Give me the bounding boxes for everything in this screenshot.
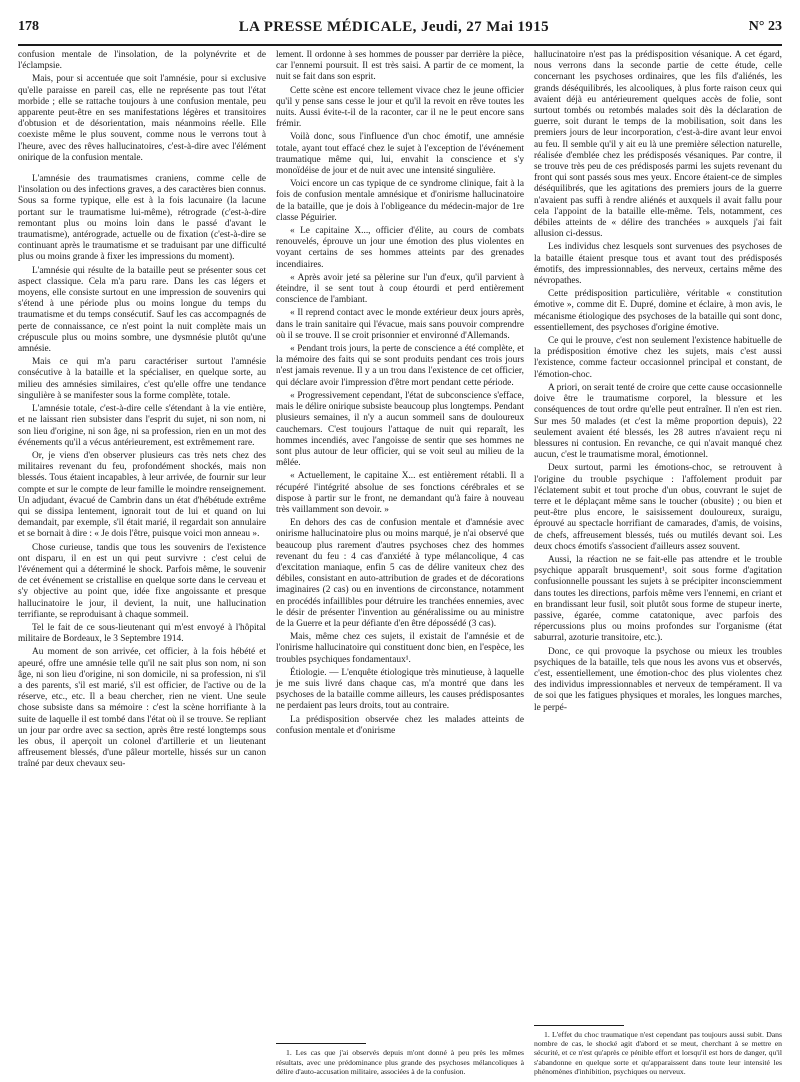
- issue-number: N° 23: [748, 19, 782, 34]
- paragraph: Chose curieuse, tandis que tous les souvenirs de l'existence ont disparu, il en est un qui peut survivre : c'est celui de l'événement qui a déterminé le shock. Parfois même, le souvenir de cet événement se cristallise en quelque sorte dans le cerveau et s'y objective au point que, idée fixe angoissante et presque hallucinatoire le jour, il devient, la nuit, une hallucination terrifiante, se reproduisant à chaque sommeil.: [18, 542, 266, 620]
- paragraph: Cette prédisposition particulière, véritable « constitution émotive », comme dit E. Dupré, domine et éclaire, à mon avis, le mécanisme étiologique des psychoses de la bataille qui sont donc, essentiellement, des psychoses d'origine émotive.: [534, 289, 782, 333]
- paragraph: Tel le fait de ce sous-lieutenant qui m'est envoyé à l'hôpital militaire de Bordeaux, le 3 Septembre 1914.: [18, 622, 266, 645]
- page-number: 178: [18, 19, 39, 34]
- paragraph: « Le capitaine X..., officier d'élite, au cours de combats renouvelés, éprouve un jour une émotion des plus violentes en voyant certains de ses hommes atteints par des grenades incendiaires.: [276, 226, 524, 270]
- paragraph: L'amnésie des traumatismes craniens, comme celle de l'insolation ou des infections graves, a des caractères bien connus. Sous sa forme typique, elle est à la fois lacunaire (la lacune portant sur le traumatisme lui-même), rétrograde (c'est-à-dire remontant plus ou moins loin dans le passé d'avant le traumatisme), antérograde, actuelle ou de fixation (c'est-à-dire se continuant après le traumatisme et se traduisant par une difficulté plus ou moins grande à fixer les impressions du moment).: [18, 174, 266, 263]
- paragraph: Ce qui le prouve, c'est non seulement l'existence habituelle de la prédisposition émotive chez les sujets, mais c'est aussi l'existence, comme facteur occasionnel principal et constant, de l'émotion-choc.: [534, 336, 782, 380]
- footnote-rule: [276, 1043, 366, 1044]
- paragraph: lement. Il ordonne à ses hommes de pousser par derrière la pièce, car l'ennemi poursuit. Il est très saisi. A partir de ce moment, la nuit se fait dans son esprit.: [276, 50, 524, 83]
- column-3: [534, 50, 782, 1076]
- paragraph: « Après avoir jeté sa pèlerine sur l'un d'eux, qu'il parvient à éteindre, il se sent tout à coup étourdi et perd entièrement conscience de l'ambiant.: [276, 272, 524, 306]
- paragraph: Voici encore un cas typique de ce syndrome clinique, fait à la fois de confusion mentale amnésique et d'onirisme hallucinatoire de la bataille, que je dois à l'obligeance du médecin-major de 1re classe Péguirier.: [276, 179, 524, 223]
- paragraph: L'amnésie totale, c'est-à-dire celle s'étendant à la vie entière, et ne laissant rien subsister dans l'esprit du sujet, ni son nom, ni son lieu d'origine, ni son âge, ni sa profession, rien en un mot des événements qu'il a vécus antérieurement, est extrêmement rare.: [18, 404, 266, 448]
- paragraph: La prédisposition observée chez les malades atteints de confusion mentale et d'onirisme: [276, 714, 524, 736]
- paragraph: Au moment de son arrivée, cet officier, à la fois hébété et apeuré, offre une amnésie telle qu'il ne sait plus son nom, ni son âge, ni son lieu d'origine, ni son domicile, ni sa profession, ni s'il a des parents, s'il est marié, s'il est officier, de l'active ou de la réserve, etc., etc. Il a beau chercher, rien ne vient. Une seule chose subsiste dans sa mémoire : c'est la scène horrifiante à la suite de laquelle il est tombé dans l'état où il se trouve. Se repliant un jour par ordre avec sa section, après être resté longtemps sous les obus, il aperçoit un colonel d'artillerie et un lieutenant affreusement blessés, d'une pâleur mortelle, hissés sur un canon traîné par deux chevaux seu-: [18, 647, 266, 770]
- paragraph: A priori, on serait tenté de croire que cette cause occasionnelle doive être le traumatisme corporel, la blessure et les conséquences de tout ordre qu'elle peut entraîner. Il n'en est rien. Sur mes 50 malades (et c'est la même proportion depuis), 22 seulement avaient été blessés, les 28 autres n'avaient reçu ni blessures ni contusion. En revanche, ce qui n'avait manqué chez aucun, c'est le traumatisme moral, émotionnel.: [534, 382, 782, 461]
- paragraph: Cette scène est encore tellement vivace chez le jeune officier qu'il y pense sans cesse le jour et qu'il la revoit en rêve toutes les nuits. Aussi évite-t-il de la raconter, car il ne le peut encore sans frémir.: [276, 85, 524, 130]
- paragraph: Or, je viens d'en observer plusieurs cas très nets chez des militaires revenant du feu, profondément shockés, mais non blessés. Tous étaient incapables, à leur arrivée, de fournir sur leur compte et sur le compte de leur famille le moindre renseignement. Un adjudant, évacué de Cambrin dans un état d'hébétude extrême qui se dissipa lentement, ignorait tout de lui et quand on lui demandait, par exemple, s'il était marié, il regardait son annulaire et se bornait à dire : « Je dois l'être, puisque voici mon anneau ».: [18, 450, 266, 540]
- paragraph: Aussi, la réaction ne se fait-elle pas attendre et le trouble psychique apparaît brusquement¹, soit sous forme d'agitation confusionnelle poussant les sujets à se précipiter inconsciemment dans toutes les directions, parfois même vers l'ennemi, en criant et en brandissant leur fusil, soit plutôt sous forme de stupeur inerte, passive, égarée, comme catatonique, avec parfois des répercussions plus ou moins profondes sur l'organisme (état saburral, azoturie transitoire, etc.).: [534, 554, 782, 644]
- footnote: 1. L'effet du choc traumatique n'est cependant pas toujours aussi subit. Dans nombre de cas, le shocké agit d'abord et se meut, cherchant à se mettre en sécurité, et ce n'est qu'après ce pénible effort et lorsqu'il est hors de danger, qu'il s'abandonne en quelque sorte et qu'apparaissent dans toute leur intensité les phénomènes d'inhibition, psychiques ou nerveux.: [534, 1029, 782, 1076]
- column-2: [276, 50, 524, 1076]
- column-1: [18, 50, 266, 1076]
- paragraph: « Pendant trois jours, la perte de conscience a été complète, et la mémoire des faits qui se sont produits pendant ces trois jours n'est jamais revenue. Il y a un trou dans l'existence de cet officier, qui déclare avoir l'impression d'être mort pendant cette période.: [276, 344, 524, 388]
- page-header: [18, 10, 782, 46]
- paragraph: Voilà donc, sous l'influence d'un choc émotif, une amnésie totale, ayant tout effacé chez le sujet à l'exception de l'événement traumatique même qui, lui, envahit la conscience et s'y monoïdéise de jour et de nuit avec une intensité singulière.: [276, 132, 524, 177]
- paragraph: hallucinatoire n'est pas la prédisposition vésanique. A cet égard, nous verrons dans la seconde partie de cette étude, celle concernant les psychoses ordinaires, que les fils d'aliénés, les grands déséquilibrés, les alcooliques, à plus forte raison ceux qui avaient déjà eu antérieurement quelques accès de folie, sont surtout tombés ou retombés malades soit dès la déclaration de guerre, soit durant le temps de la mobilisation, soit dans les premiers jours de leur incorporation, c'est-à-dire avant leur envoi au feu. Il semble qu'il y ait eu là une première sélection naturelle, réalisée d'emblée chez les prédisposés vésaniques. Par contre, il se trouve très peu de ces prédisposés parmi les sujets revenant du front qui sont passés sous mes yeux. Encore étaient-ce de simples déséquilibrés, que les agitations des premiers jours de la guerre n'avaient pas suffi à rendre aliénés et auxquels il avait fallu pour cela l'appoint de la bataille elle-même. Tels, notamment, ces débiles atteints de « délire des tranchées » auxquels j'ai fait allusion ci-dessus.: [534, 50, 782, 240]
- paragraph: Étiologie. — L'enquête étiologique très minutieuse, à laquelle je me suis livré dans chaque cas, m'a montré que dans les psychoses de la bataille comme ailleurs, les causes prédisposantes ne perdaient pas leurs droits, tout au contraire.: [276, 667, 524, 712]
- paragraph: Donc, ce qui provoque la psychose ou mieux les troubles psychiques de la bataille, tels que nous les avons vus et observés, c'est, essentiellement, une émotion-choc des plus violentes chez des individus impressionnables et nerveux de tempérament. Il va de soi que les fatigues physiques et morales, les longues marches, le perpé-: [534, 646, 782, 713]
- paragraph-spacer: [18, 164, 266, 174]
- paragraph: Mais, pour si accentuée que soit l'amnésie, pour si exclusive qu'elle paraisse en pareil cas, elle ne représente pas tout l'état morbide ; elle se rattache toujours à une confusion mentale, peu apparente peut-être en ses manifestations légères et transitoires d'obtusion et de désorientation, mais néanmoins réelle. Elle coexiste même le plus souvent, comme nous le verrons tout à l'heure, avec des rêves hallucinatoires, c'est-à-dire avec l'élément onirique de la confusion mentale.: [18, 74, 266, 163]
- paragraph: confusion mentale de l'insolation, de la polynévrite et de l'éclampsie.: [18, 50, 266, 72]
- paragraph: « Actuellement, le capitaine X... est entièrement rétabli. Il a récupéré l'intégrité absolue de ses fonctions cérébrales et se dispose à partir sur le front, ne demandant qu'à faire à nouveau très vaillamment son devoir. »: [276, 471, 524, 515]
- paragraph: L'amnésie qui résulte de la bataille peut se présenter sous cet aspect classique. Cela m'a paru rare. Dans les cas légers et moyens, elle consiste surtout en une impression de souvenirs qui s'étend à une période plus ou moins longue du temps du traumatisme et du temps consécutif. Sauf les cas accompagnés de perte de connaissance, ce n'est point la nuit complète mais un crépuscule plus ou moins sombre, une dysmnésie plutôt qu'une amnésie.: [18, 265, 266, 355]
- paragraph: Les individus chez lesquels sont survenues des psychoses de la bataille étaient presque tous et avant tout des prédisposés émotifs, des impressionnables, des nerveux, certains même des névropathes.: [534, 242, 782, 287]
- paragraph: « Il reprend contact avec le monde extérieur deux jours après, dans le train sanitaire qui l'évacue, mais sans pouvoir comprendre où il se trouve. Il se croit prisonnier et environné d'Allemands.: [276, 308, 524, 341]
- paragraph: Mais ce qui m'a paru caractériser surtout l'amnésie consécutive à la bataille et la spécialiser, en quelque sorte, au milieu des amnésies similaires, c'est qu'elle offre une tendance singulière à se manifester sous la forme complète, totale.: [18, 357, 266, 401]
- footnote: 1. Les cas que j'ai observés depuis m'ont donné à peu près les mêmes résultats, avec une prédominance plus grande des psychoses mélancoliques à délire d'auto-accusation militaire, associées à de la confusion.: [276, 1048, 524, 1076]
- paragraph: En dehors des cas de confusion mentale et d'amnésie avec onirisme hallucinatoire plus ou moins marqué, je n'ai observé que beaucoup plus rarement d'autres psychoses chez des hommes revenant du feu : 4 cas d'anxiété à type mélancolique, 4 cas d'excitation maniaque, enfin 5 cas de délire vaniteux chez des débiles, consistant en auto-attribution de grades et de décorations imaginaires (2 cas) ou en inventions de circonstance, notamment en procédés infaillibles pour détruire les tranchées ennemies, avec le désir de présenter l'invention au généralissime ou au ministre de la Guerre et la peur défiante d'en être dépossédé (3 cas).: [276, 518, 524, 629]
- paragraph: Deux surtout, parmi les émotions-choc, se retrouvent à l'origine du trouble psychique : l'affolement produit par l'éclatement subit et tout proche d'un obus, couvrant le sujet de terre et le déplaçant même sans le toucher (obusite) ; ou bien et peut-être plus encore, le saisissement douloureux, suraigu, éprouvé au spectacle horrifiant de camarades, d'amis, de voisins, de chefs, affreusement blessés, tués ou mutilés devant soi. Les deux chocs émotifs s'associent d'ailleurs assez souvent.: [534, 463, 782, 552]
- paragraph: « Progressivement cependant, l'état de subconscience s'efface, mais le délire onirique subsiste beaucoup plus longtemps. Pendant plusieurs semaines, il n'y a aucun sommeil sans de douloureux cauchemars. C'est toujours l'attaque de nuit qui reparaît, les hommes incendiés, avec l'angoisse de sentir que ses hommes ne sont plus autour de leur officier, qui se voit seul au milieu de la mêlée.: [276, 390, 524, 469]
- journal-title: LA PRESSE MÉDICALE, Jeudi, 27 Mai 1915: [238, 18, 550, 35]
- paragraph: Mais, même chez ces sujets, il existait de l'amnésie et de l'onirisme hallucinatoire qui constituent donc bien, en l'espèce, les troubles psychiques fondamentaux¹.: [276, 632, 524, 665]
- article-columns: [18, 50, 782, 1076]
- footnote-block: [276, 1035, 524, 1076]
- footnote-block: [534, 1017, 782, 1076]
- footnote-rule: [534, 1025, 624, 1026]
